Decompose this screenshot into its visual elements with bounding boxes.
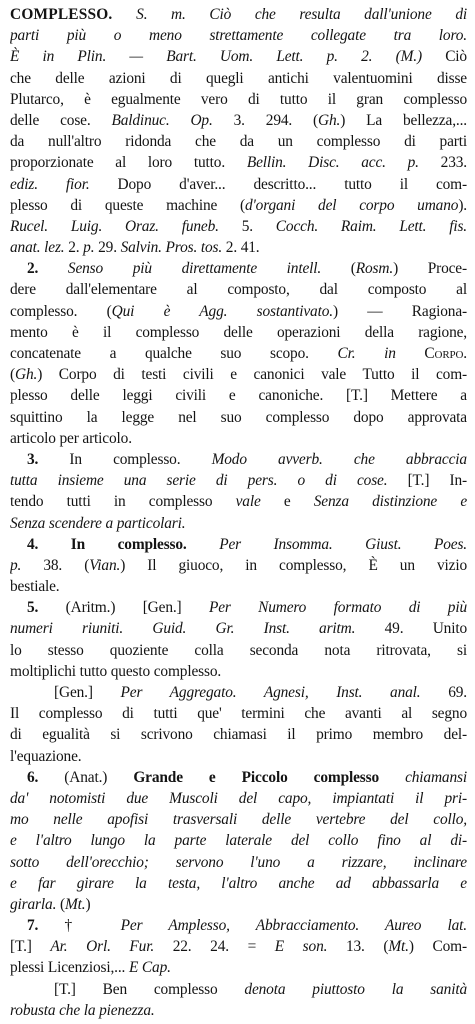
text-segment: mo nelle apofisi trasversali delle vertebre del collo, <box>10 811 467 829</box>
text-segment: Vian. <box>89 556 121 574</box>
text-segment: plessi Licenziosi,... <box>10 959 129 977</box>
text-segment: p. <box>83 239 95 257</box>
text-segment: Qui è Agg. sostantivato. <box>111 302 333 320</box>
text-segment: tutta insieme una serie di pers. o di cose. <box>10 472 388 490</box>
text-line <box>10 237 467 258</box>
text-segment: S. m. Ciò che resulta dall'unione di <box>112 6 467 23</box>
text-segment: ) La bellezza,... <box>340 111 467 129</box>
text-line <box>10 322 467 343</box>
text-segment: delle cose. <box>10 111 112 129</box>
text-segment: ediz. fior. <box>10 175 90 193</box>
text-segment: di egualità si scrivono chiamasi il primo membro del- <box>10 726 467 744</box>
text-line <box>10 407 467 428</box>
text-segment: concatenate a qualche suo scopo. <box>10 345 338 362</box>
text-segment: E Cap. <box>128 959 171 977</box>
text-segment: 5. <box>218 217 276 235</box>
text-segment: Modo avverb. che abbraccia <box>211 450 467 468</box>
text-line <box>10 343 467 364</box>
text-segment: mento è il complesso delle operazioni della ragione, <box>10 323 467 341</box>
text-segment: ) <box>85 895 91 913</box>
text-line <box>10 724 467 745</box>
text-line <box>10 894 467 915</box>
text-line <box>10 979 467 1000</box>
text-line <box>10 279 467 300</box>
text-segment: lo stesso quoziente colla seconda nota ritrovata, si <box>10 641 467 659</box>
text-segment: [T.] Ben complesso <box>54 980 245 998</box>
text-segment: ( <box>56 895 65 913</box>
text-segment: 2. 41. <box>222 239 260 257</box>
text-segment: l'equazione. <box>10 747 82 765</box>
text-segment: plesso delle leggi civili e canoniche. [T.] Mettere a <box>10 387 467 405</box>
text-segment: 5. <box>27 599 66 617</box>
text-segment: ) Proce- <box>393 260 467 278</box>
text-segment: 6. <box>27 768 65 786</box>
text-segment: [T.] In- <box>387 472 467 490</box>
text-segment: bestiale. <box>10 578 60 596</box>
text-segment: tendo tutti in complesso <box>10 493 236 511</box>
text-segment: Per Numero formato di più <box>208 599 467 617</box>
text-segment: † <box>64 917 121 935</box>
text-segment: robusta che la pienezza. <box>10 1001 155 1019</box>
text-line <box>10 152 467 173</box>
text-segment: [T.] <box>10 938 51 956</box>
text-segment: Grande e Piccolo complesso <box>133 768 406 786</box>
text-segment: sotto dell'orecchio; servono l'uno a rizzare, inclinare <box>10 853 467 871</box>
text-segment: Il complesso di tutti que' termini che avanti al segno <box>10 705 467 723</box>
text-segment: denota piuttosto la sanità <box>244 980 467 998</box>
text-line <box>10 618 467 639</box>
dictionary-page <box>10 4 467 1020</box>
text-line <box>10 131 467 152</box>
text-segment: parti più o meno strettamente collegate tra loro. <box>10 27 467 45</box>
text-segment: ) — Ragiona- <box>332 302 467 320</box>
text-segment: e l'altro lungo la parte laterale del collo fino al di- <box>10 832 467 850</box>
text-segment: Per Amplesso, Abbracciamento. Aureo lat. <box>120 917 467 935</box>
text-line <box>10 915 467 936</box>
text-line <box>10 216 467 237</box>
dictionary-entry-complesso <box>10 4 467 1020</box>
text-line <box>10 767 467 788</box>
text-segment: complesso. ( <box>10 302 112 320</box>
text-line <box>10 555 467 576</box>
text-segment: girarla. <box>10 895 57 913</box>
text-line <box>10 597 467 618</box>
text-segment: Senza distinzione e <box>313 493 467 511</box>
text-segment: Gh. <box>14 366 38 384</box>
text-line <box>10 470 467 491</box>
text-segment: Mt. <box>64 895 86 913</box>
text-segment: chiamansi <box>405 768 467 786</box>
text-line <box>10 110 467 131</box>
text-segment: anat. lez. <box>10 239 65 257</box>
text-segment: Corpo. <box>395 345 467 362</box>
text-segment: 38. ( <box>21 556 90 574</box>
text-line <box>10 258 467 279</box>
text-line <box>10 682 467 703</box>
text-line <box>10 534 467 555</box>
text-line <box>10 174 467 195</box>
text-segment: In complesso. <box>69 450 212 468</box>
text-segment: 13. ( <box>327 938 389 956</box>
text-line <box>10 576 467 597</box>
text-line <box>10 89 467 110</box>
text-segment: 29. <box>94 239 121 257</box>
text-segment: dere dall'elementare al composto, dal composto al <box>10 281 467 299</box>
text-segment: numeri riuniti. Guid. Gr. Inst. aritm. <box>10 620 356 638</box>
text-segment: (Aritm.) [Gen.] <box>65 599 209 617</box>
text-segment: 2. <box>64 239 84 257</box>
text-line <box>10 195 467 216</box>
text-segment: 233. <box>418 154 467 172</box>
text-line <box>10 364 467 385</box>
text-segment: Cr. in <box>337 345 396 362</box>
text-line <box>10 936 467 957</box>
text-line <box>10 746 467 767</box>
text-line <box>10 428 467 449</box>
text-line <box>10 830 467 851</box>
text-line <box>10 513 467 534</box>
text-segment: p. <box>10 556 22 574</box>
text-segment: che delle azioni di quegli antichi valentuomini disse <box>10 69 467 87</box>
text-line <box>10 491 467 512</box>
text-segment: 7. <box>27 917 65 935</box>
text-line <box>10 449 467 470</box>
text-segment: 4. In complesso. <box>27 535 220 553</box>
text-segment: È in Plin. — Bart. Uom. Lett. p. 2. (M.) <box>10 48 422 66</box>
text-segment: vale <box>235 493 261 511</box>
text-segment: Plutarco, è egualmente vero di tutto il gran complesso <box>10 90 467 108</box>
text-segment: plesso di queste machine ( <box>10 196 245 214</box>
text-segment: ) Il giuoco, in complesso, È un vizio <box>120 556 467 574</box>
text-line <box>10 873 467 894</box>
text-segment: Dopo d'aver... descritto... tutto il com- <box>89 175 467 193</box>
text-segment: e far girare la testa, l'altro anche ad abbassarla e <box>10 874 467 892</box>
text-segment: E son. <box>274 938 328 956</box>
text-segment: [Gen.] <box>54 684 121 701</box>
text-segment: Cocch. Raim. Lett. fis. <box>275 217 467 235</box>
text-line <box>10 385 467 406</box>
text-line <box>10 957 467 978</box>
text-line <box>10 788 467 809</box>
text-segment: Senso più direttamente intell. <box>67 260 322 278</box>
text-segment: 69. <box>420 684 467 701</box>
text-segment: e <box>260 493 314 511</box>
text-segment: Mt. <box>388 938 409 956</box>
text-segment: articolo per articolo. <box>10 429 132 447</box>
text-line <box>10 301 467 322</box>
text-segment: Per Aggregato. Agnesi, Inst. anal. <box>120 684 421 701</box>
text-segment: Ciò <box>421 48 467 66</box>
text-line <box>10 25 467 46</box>
text-line <box>10 68 467 89</box>
text-segment: Ar. Orl. Fur. <box>50 938 155 956</box>
text-line <box>10 852 467 873</box>
text-segment: Senza scendere a particolari. <box>10 514 186 532</box>
text-segment: proporzionate al loro tutto. <box>10 154 247 172</box>
text-segment: squittino la legge nel suo complesso dopo approvata <box>10 408 467 426</box>
text-segment: ( <box>10 366 15 384</box>
text-segment: moltiplichi tutto questo complesso. <box>10 662 222 680</box>
text-segment: ( <box>321 260 356 278</box>
text-segment: ). <box>458 196 467 214</box>
text-segment: Rosm. <box>355 260 394 278</box>
text-segment: ) Corpo di testi civili e canonici vale Tutto il com- <box>37 366 467 384</box>
text-segment: da null'altro ridonda che da un complesso di parti <box>10 133 467 151</box>
text-segment: Per Insomma. Giust. Poes. <box>219 535 467 553</box>
text-line <box>10 4 467 25</box>
text-segment: ) Com- <box>408 938 467 956</box>
text-segment: 3. 294. ( <box>212 111 319 129</box>
text-segment: 2. <box>27 260 68 278</box>
text-line <box>10 640 467 661</box>
text-segment: 22. 24. = <box>154 938 275 956</box>
text-segment: Baldinuc. Op. <box>111 111 213 129</box>
text-line <box>10 703 467 724</box>
text-line <box>10 1000 467 1020</box>
text-segment: 49. Unito <box>355 620 467 638</box>
text-segment: Bellin. Disc. acc. p. <box>246 154 419 172</box>
text-segment: 3. <box>27 450 70 468</box>
text-segment: COMPLESSO. <box>10 6 113 23</box>
text-segment: d'organi del corpo umano <box>244 196 459 214</box>
text-segment: da' notomisti due Muscoli del capo, impiantati il pri- <box>10 789 467 807</box>
text-segment: Gh. <box>318 111 341 129</box>
text-line <box>10 46 467 67</box>
text-line <box>10 809 467 830</box>
text-line <box>10 661 467 682</box>
text-segment: Rucel. Luig. Oraz. funeb. <box>10 217 219 235</box>
text-segment: Salvin. Pros. tos. <box>120 239 223 257</box>
text-segment: (Anat.) <box>64 768 134 786</box>
